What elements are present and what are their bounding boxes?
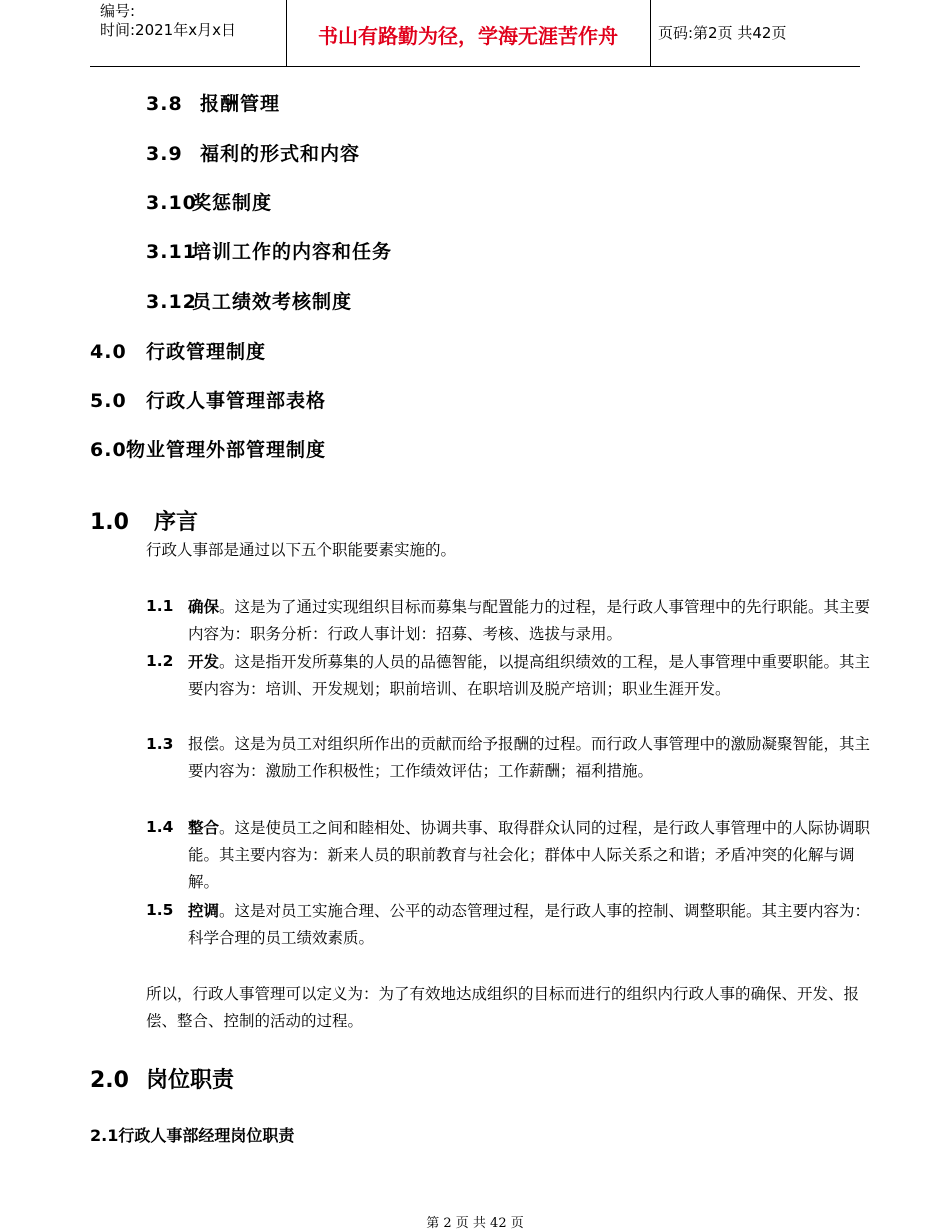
section-number: 2.0 (90, 1068, 129, 1093)
list-item (146, 814, 876, 896)
toc-entry (146, 139, 360, 166)
toc-entry (146, 287, 352, 314)
item-text: 。这是为了通过实现组织目标而募集与配置能力的过程，是行政人事管理中的先行职能。其主要内容为：职务分析：行政人事计划：招募、考核、选拔与录用。 (188, 598, 871, 643)
item-text: 。这是指开发所募集的人员的品德智能，以提高组织绩效的工程，是人事管理中重要职能。其主要内容为：培训、开发规划；职前培训、在职培训及脱产培训；职业生涯开发。 (188, 653, 871, 698)
header-divider (650, 0, 651, 66)
toc-number: 3.11 (146, 241, 197, 263)
header-page-info: 页码:第2页 共42页 (658, 24, 787, 42)
item-text: 。这是对员工实施合理、公平的动态管理过程，是行政人事的控制、调整职能。其主要内容为：科学合理的员工绩效素质。 (188, 902, 871, 947)
toc-number: 3.8 (146, 93, 183, 115)
item-number: 1.5 (146, 901, 174, 919)
list-item (146, 593, 876, 648)
item-keyword: 确保 (188, 597, 220, 616)
list-item (146, 648, 876, 703)
toc-title: 行政人事管理部表格 (146, 390, 327, 412)
section-heading (90, 1063, 234, 1094)
item-number: 1.1 (146, 597, 174, 615)
toc-entry (146, 237, 392, 264)
toc-title: 行政管理制度 (146, 341, 267, 363)
section-heading (90, 505, 198, 536)
toc-number: 3.10 (146, 192, 197, 214)
page-footer: 第 2 页 共 42 页 (426, 1216, 524, 1231)
toc-number: 6.0 (90, 439, 127, 461)
item-text: 。这是为员工对组织所作出的贡献而给予报酬的过程。而行政人事管理中的激励凝聚智能，其主要内容为：激励工作积极性；工作绩效评估；工作薪酬；福利措施。 (188, 735, 871, 780)
list-item (146, 897, 876, 952)
section-title: 序言 (154, 510, 199, 535)
toc-number: 5.0 (90, 390, 127, 412)
toc-entry (90, 337, 266, 364)
section-number: 1.0 (90, 510, 129, 535)
subsection-heading: 2.1行政人事部经理岗位职责 (90, 1126, 295, 1145)
header-meta (100, 2, 236, 40)
item-keyword: 整合 (188, 818, 220, 837)
toc-title: 报酬管理 (200, 93, 281, 115)
list-item (146, 731, 876, 785)
item-keyword: 报偿 (188, 735, 220, 753)
toc-entry (146, 188, 272, 215)
toc-title: 培训工作的内容和任务 (192, 241, 393, 263)
document-time-label: 时间:2021年x月x日 (100, 21, 236, 39)
page-header (90, 0, 860, 67)
item-keyword: 开发 (188, 652, 220, 671)
toc-number: 4.0 (90, 341, 127, 363)
document-number-label: 编号: (100, 2, 136, 20)
item-keyword: 控调 (188, 901, 220, 920)
section-intro: 行政人事部是通过以下五个职能要素实施的。 (146, 541, 457, 559)
toc-entry (90, 386, 326, 413)
toc-title: 员工绩效考核制度 (192, 291, 353, 313)
item-number: 1.4 (146, 818, 174, 836)
item-text: 。这是使员工之间和睦相处、协调共事、取得群众认同的过程，是行政人事管理中的人际协调职能。其主要内容为：新来人员的职前教育与社会化；群体中人际关系之和谐；矛盾冲突的化解与调解。 (188, 819, 871, 891)
toc-title: 福利的形式和内容 (200, 143, 361, 165)
toc-number: 3.9 (146, 143, 183, 165)
section-conclusion: 所以，行政人事管理可以定义为：为了有效地达成组织的目标而进行的组织内行政人事的确保、开发、报偿、整合、控制的活动的过程。 (146, 985, 860, 1030)
toc-entry (146, 89, 280, 116)
item-number: 1.2 (146, 652, 174, 670)
toc-number: 3.12 (146, 291, 197, 313)
section-title: 岗位职责 (146, 1068, 235, 1093)
toc-entry (90, 435, 326, 462)
toc-title: 物业管理外部管理制度 (126, 439, 327, 461)
item-number: 1.3 (146, 735, 174, 753)
header-motto: 书山有路勤为径，学海无涯苦作舟 (318, 24, 618, 48)
toc-title: 奖惩制度 (192, 192, 273, 214)
